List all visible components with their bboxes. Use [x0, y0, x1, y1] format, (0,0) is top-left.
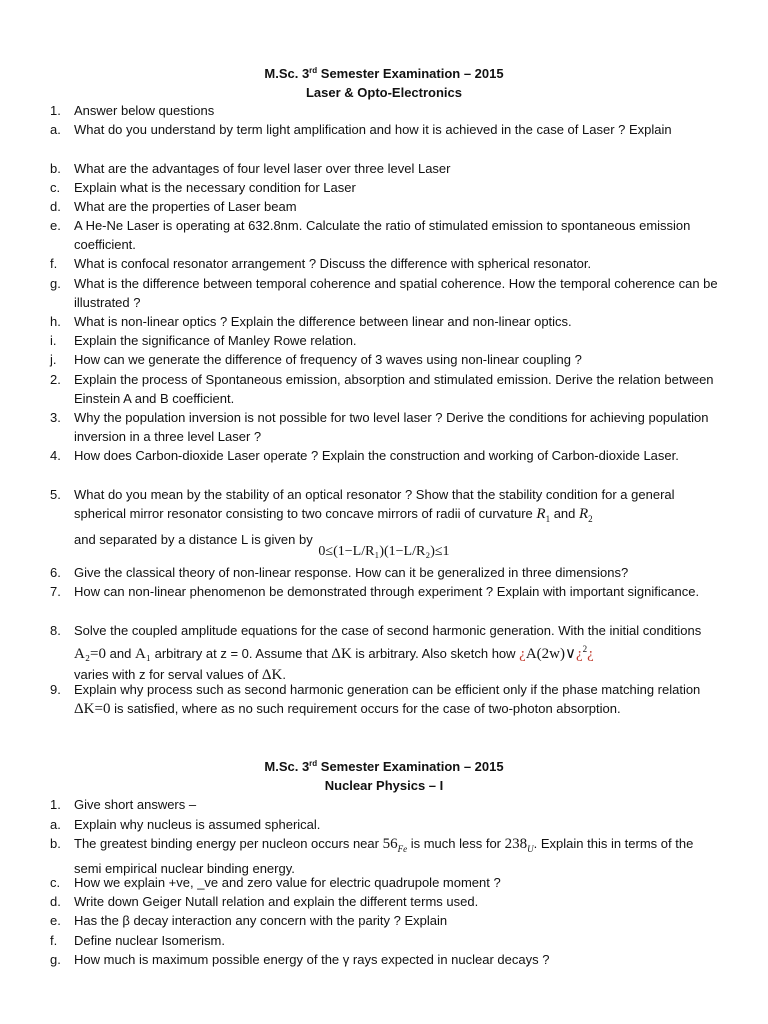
nuclear-question-1d: d. Write down Geiger Nutall relation and explain the different terms used.	[50, 894, 479, 909]
question-3: 3. Why the population inversion is not possible for two level laser ? Derive the conditions for achieving population inversion in a three level Laser ?	[50, 410, 709, 445]
question-1h: h. What is non-linear optics ? Explain the difference between linear and non-linear optics.	[50, 314, 572, 329]
question-1e: e. A He-Ne Laser is operating at 632.8nm. Calculate the ratio of stimulated emission to spontaneous emission coefficient.	[50, 218, 691, 253]
question-2: 2. Explain the process of Spontaneous emission, absorption and stimulated emission. Derive the relation between Einstein A and B coefficient.	[50, 372, 714, 407]
nuclear-question-1c: c. How we explain +ve, _ve and zero value for electric quadrupole moment ?	[50, 875, 501, 890]
question-1i: i. Explain the significance of Manley Rowe relation.	[50, 333, 357, 348]
question-5: 5. What do you mean by the stability of an optical resonator ? Show that the stability condition for a general spherical mirror resonator consisting to two concave mirrors of radii of curvature $R_1$ and $R_2$ and separated by a distance L is given by	[50, 487, 675, 547]
question-8: 8. Solve the coupled amplitude equations for the case of second harmonic generation. With the initial conditions A₂=0 and A₁ arbitrary at z = 0. Assume that ΔK is arbitrary. Also sketch how ¿A(2w)∨¿$^2$¿ varies with z for serval values of ΔK.	[50, 623, 702, 683]
nuclear-question-1b: b. The greatest binding energy per nucleon occurs near $56_{Fe}$ is much less for $238_U$. Explain this in terms of the semi empirical nuclear binding energy.	[50, 836, 694, 877]
question-1j: j. How can we generate the difference of frequency of 3 waves using non-linear coupling ?	[50, 352, 582, 367]
nuclear-question-1f: f. Define nuclear Isomerism.	[50, 933, 225, 948]
question-1g: g. What is the difference between temporal coherence and spatial coherence. How the temporal coherence can be illustrated ?	[50, 276, 718, 311]
nuclear-question-1g: g. How much is maximum possible energy of the γ rays expected in nuclear decays ?	[50, 952, 550, 967]
question-9: 9. Explain why process such as second harmonic generation can be efficient only if the phase matching relation ΔK=0 is satisfied, where as no such requirement occurs for the case of two-photon absorption.	[50, 682, 701, 718]
nuclear-question-1a: a. Explain why nucleus is assumed spherical.	[50, 817, 321, 832]
question-6: 6. Give the classical theory of non-linear response. How can it be generalized in three dimensions?	[50, 565, 629, 580]
section2-title: M.Sc. 3rd Semester Examination – 2015	[264, 759, 504, 774]
section2-subject: Nuclear Physics – I	[324, 778, 444, 793]
nuclear-question-1: 1. Give short answers –	[50, 797, 197, 812]
nuclear-question-1e: e. Has the β decay interaction any concern with the parity ? Explain	[50, 913, 448, 928]
question-1d: d. What are the properties of Laser beam	[50, 199, 297, 214]
question-1b: b. What are the advantages of four level laser over three level Laser	[50, 161, 451, 176]
stability-equation: 0≤(1−L/R₁)(1−L/R₂)≤1	[318, 544, 450, 559]
section1-title: M.Sc. 3rd Semester Examination – 2015	[264, 66, 504, 81]
question-1a: a. What do you understand by term light amplification and how it is achieved in the case of Laser ? Explain	[50, 122, 672, 137]
question-1: 1. Answer below questions	[50, 103, 215, 118]
question-1c: c. Explain what is the necessary condition for Laser	[50, 180, 356, 195]
question-1f: f. What is confocal resonator arrangement ? Discuss the difference with spherical resonator.	[50, 256, 592, 271]
question-7: 7. How can non-linear phenomenon be demonstrated through experiment ? Explain with important significance.	[50, 584, 700, 599]
section1-subject: Laser & Opto-Electronics	[305, 85, 463, 100]
question-4: 4. How does Carbon-dioxide Laser operate ? Explain the construction and working of Carbon-dioxide Laser.	[50, 448, 679, 463]
